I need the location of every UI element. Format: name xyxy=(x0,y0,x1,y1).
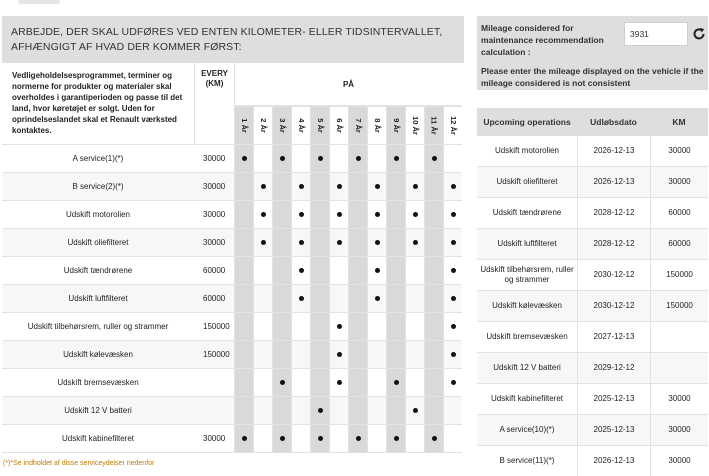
operation-date: 2030-12-12 xyxy=(577,260,650,290)
operations-col-km: KM xyxy=(672,117,686,127)
operation-km: 30000 xyxy=(650,384,708,414)
schedule-grid xyxy=(2,63,464,453)
schedule-cell xyxy=(405,397,424,425)
service-due-dot xyxy=(413,408,418,413)
footnote: (*)*Se indholdet af disse serviceydelser nedenfor xyxy=(3,460,155,467)
service-due-dot xyxy=(337,184,342,189)
operation-row xyxy=(477,167,708,198)
service-due-dot xyxy=(242,156,247,161)
operation-row xyxy=(477,260,708,291)
schedule-row-label: Udskift kabinefilteret xyxy=(2,425,194,453)
schedule-row-every: 60000 xyxy=(194,257,234,285)
schedule-cell xyxy=(405,173,424,201)
schedule-cell xyxy=(272,229,291,257)
schedule-cell xyxy=(348,369,367,397)
service-due-dot xyxy=(413,240,418,245)
schedule-cell xyxy=(386,341,405,369)
service-due-dot xyxy=(280,380,285,385)
schedule-cell xyxy=(405,341,424,369)
service-due-dot xyxy=(261,240,266,245)
schedule-cell xyxy=(310,257,329,285)
operation-date: 2029-12-12 xyxy=(577,353,650,383)
schedule-cell xyxy=(310,229,329,257)
operation-row xyxy=(477,291,708,322)
schedule-cell xyxy=(272,313,291,341)
schedule-cell xyxy=(291,285,310,313)
operation-date: 2026-12-13 xyxy=(577,136,650,166)
schedule-cell xyxy=(443,397,462,425)
schedule-cell xyxy=(443,313,462,341)
schedule-cell xyxy=(291,397,310,425)
service-due-dot xyxy=(280,156,285,161)
schedule-cell xyxy=(234,369,253,397)
operation-row xyxy=(477,384,708,415)
operation-km: 60000 xyxy=(650,198,708,228)
service-due-dot xyxy=(451,184,456,189)
year-label: 8 År xyxy=(372,118,382,133)
operation-row xyxy=(477,415,708,446)
schedule-cell xyxy=(329,285,348,313)
service-due-dot xyxy=(413,184,418,189)
service-due-dot xyxy=(318,436,323,441)
year-label: 3 År xyxy=(277,118,287,133)
schedule-cell xyxy=(367,425,386,453)
service-due-dot xyxy=(337,380,342,385)
operation-name: Udskift oliefilteret xyxy=(496,177,558,186)
schedule-cell xyxy=(272,285,291,313)
operation-km: 30000 xyxy=(650,136,708,166)
schedule-row-label: Udskift luftfilteret xyxy=(2,285,194,313)
service-due-dot xyxy=(299,240,304,245)
schedule-row-every: 30000 xyxy=(194,425,234,453)
schedule-cell xyxy=(443,425,462,453)
schedule-cell xyxy=(329,397,348,425)
schedule-cell xyxy=(253,201,272,229)
schedule-cell xyxy=(272,369,291,397)
year-header xyxy=(234,106,253,145)
schedule-cell xyxy=(367,257,386,285)
service-due-dot xyxy=(299,268,304,273)
service-due-dot xyxy=(394,436,399,441)
year-header xyxy=(329,106,348,145)
schedule-cell xyxy=(424,313,443,341)
service-due-dot xyxy=(432,156,437,161)
service-due-dot xyxy=(337,240,342,245)
operation-row xyxy=(477,322,708,353)
schedule-row-every: 30000 xyxy=(194,201,234,229)
year-header xyxy=(253,106,272,145)
schedule-cell xyxy=(310,369,329,397)
schedule-cell xyxy=(291,369,310,397)
operations-col-date: Udløbsdato xyxy=(590,117,637,127)
schedule-row-label: Udskift 12 V batteri xyxy=(2,397,194,425)
year-label: 7 År xyxy=(353,118,363,133)
schedule-cell xyxy=(291,201,310,229)
schedule-cell xyxy=(329,257,348,285)
mileage-warning: Please enter the mileage displayed on the vehicle if the mileage considered is not consistent xyxy=(481,66,704,88)
maintenance-schedule xyxy=(2,16,464,453)
service-due-dot xyxy=(318,156,323,161)
service-due-dot xyxy=(261,212,266,217)
schedule-cell xyxy=(329,425,348,453)
operation-date: 2025-12-13 xyxy=(577,384,650,414)
schedule-cell xyxy=(424,145,443,173)
schedule-cell xyxy=(424,201,443,229)
schedule-cell xyxy=(367,145,386,173)
service-due-dot xyxy=(451,212,456,217)
operation-row xyxy=(477,446,708,476)
schedule-cell xyxy=(386,425,405,453)
every-km-header: EVERY (KM) xyxy=(194,63,234,145)
schedule-cell xyxy=(405,425,424,453)
schedule-description: Vedligeholdelsesprogrammet, terminer og normerne for produkter og materialer skal overholdes i garantiperioden og passe til det land, hvor køretøjet er solgt. Uden for oprindelseslandet skal et Renault værksted kontaktes. xyxy=(2,63,194,145)
schedule-cell xyxy=(272,397,291,425)
schedule-cell xyxy=(443,341,462,369)
schedule-cell xyxy=(348,425,367,453)
mileage-input[interactable] xyxy=(624,22,688,46)
year-label: 12 År xyxy=(448,116,458,135)
schedule-cell xyxy=(329,341,348,369)
schedule-row-label: Udskift tændrørene xyxy=(2,257,194,285)
year-header xyxy=(272,106,291,145)
schedule-cell xyxy=(291,173,310,201)
schedule-cell xyxy=(291,145,310,173)
schedule-cell xyxy=(272,425,291,453)
schedule-cell xyxy=(367,285,386,313)
schedule-cell xyxy=(367,369,386,397)
service-due-dot xyxy=(356,156,361,161)
service-due-dot xyxy=(375,212,380,217)
year-label: 1 År xyxy=(239,118,249,133)
schedule-cell xyxy=(329,369,348,397)
operation-date: 2026-12-13 xyxy=(577,167,650,197)
refresh-icon[interactable] xyxy=(691,26,707,42)
schedule-cell xyxy=(405,145,424,173)
schedule-cell xyxy=(272,257,291,285)
service-due-dot xyxy=(299,212,304,217)
schedule-cell xyxy=(424,341,443,369)
schedule-cell xyxy=(291,313,310,341)
operation-date: 2027-12-13 xyxy=(577,322,650,352)
schedule-cell xyxy=(348,201,367,229)
schedule-cell xyxy=(329,201,348,229)
schedule-cell xyxy=(424,229,443,257)
operation-name: A service(10)(*) xyxy=(499,425,555,434)
operation-km: 150000 xyxy=(650,260,708,290)
operation-date: 2030-12-12 xyxy=(577,291,650,321)
year-label: 10 År xyxy=(410,116,420,135)
schedule-cell xyxy=(272,145,291,173)
service-due-dot xyxy=(375,184,380,189)
schedule-row-label: A service(1)(*) xyxy=(2,145,194,173)
schedule-cell xyxy=(310,397,329,425)
schedule-cell xyxy=(405,229,424,257)
schedule-header: ARBEJDE, DER SKAL UDFØRES VED ENTEN KILOMETER- ELLER TIDSINTERVALLET, AFHÆNGIGT AF HVAD DER KOMMER FØRST: xyxy=(2,16,464,63)
schedule-row-label: Udskift motorolien xyxy=(2,201,194,229)
operation-name: Udskift kølevæsken xyxy=(492,301,562,310)
operation-km xyxy=(650,353,708,383)
operation-name: Udskift 12 V batteri xyxy=(493,363,561,372)
schedule-cell xyxy=(253,257,272,285)
service-due-dot xyxy=(261,184,266,189)
year-label: 11 År xyxy=(429,116,439,135)
schedule-cell xyxy=(253,313,272,341)
operation-name: Udskift tændrørene xyxy=(492,208,562,217)
operation-date: 2028-12-12 xyxy=(577,229,650,259)
schedule-cell xyxy=(443,229,462,257)
service-due-dot xyxy=(242,436,247,441)
schedule-cell xyxy=(424,257,443,285)
schedule-cell xyxy=(424,369,443,397)
schedule-cell xyxy=(386,145,405,173)
schedule-cell xyxy=(443,257,462,285)
operation-row xyxy=(477,136,708,167)
schedule-row-label: Udskift tilbehørsrem, ruller og strammer xyxy=(2,313,194,341)
year-header xyxy=(443,106,462,145)
schedule-cell xyxy=(424,173,443,201)
operation-row xyxy=(477,229,708,260)
schedule-cell xyxy=(310,425,329,453)
schedule-row-every xyxy=(194,369,234,397)
schedule-cell xyxy=(348,285,367,313)
operation-date: 2025-12-13 xyxy=(577,415,650,445)
service-due-dot xyxy=(299,184,304,189)
schedule-row-every: 30000 xyxy=(194,229,234,257)
schedule-cell xyxy=(386,173,405,201)
schedule-cell xyxy=(443,285,462,313)
schedule-cell xyxy=(386,201,405,229)
mileage-panel xyxy=(477,16,708,90)
schedule-cell xyxy=(386,313,405,341)
operation-km: 30000 xyxy=(650,446,708,476)
service-due-dot xyxy=(432,436,437,441)
operation-name: Udskift kabinefilteret xyxy=(490,394,564,403)
service-due-dot xyxy=(280,436,285,441)
schedule-cell xyxy=(234,397,253,425)
year-header xyxy=(310,106,329,145)
operations-body xyxy=(477,136,708,476)
schedule-cell xyxy=(234,341,253,369)
operation-km: 60000 xyxy=(650,229,708,259)
operation-km xyxy=(650,322,708,352)
schedule-cell xyxy=(234,285,253,313)
schedule-cell xyxy=(405,369,424,397)
schedule-cell xyxy=(405,201,424,229)
schedule-cell xyxy=(291,425,310,453)
year-header xyxy=(386,106,405,145)
year-header xyxy=(348,106,367,145)
schedule-cell xyxy=(253,425,272,453)
schedule-row-every: 150000 xyxy=(194,313,234,341)
operation-km: 30000 xyxy=(650,167,708,197)
operation-name: Udskift luftfilteret xyxy=(497,239,557,248)
year-label: 4 År xyxy=(296,118,306,133)
schedule-cell xyxy=(253,145,272,173)
operation-km: 150000 xyxy=(650,291,708,321)
schedule-cell xyxy=(405,257,424,285)
schedule-row-label: Udskift oliefilteret xyxy=(2,229,194,257)
schedule-cell xyxy=(310,341,329,369)
schedule-cell xyxy=(386,285,405,313)
operation-name: B service(11)(*) xyxy=(499,456,555,465)
service-due-dot xyxy=(375,268,380,273)
schedule-cell xyxy=(272,173,291,201)
year-label: 5 År xyxy=(315,118,325,133)
service-due-dot xyxy=(375,296,380,301)
schedule-cell xyxy=(443,369,462,397)
schedule-cell xyxy=(234,173,253,201)
schedule-cell xyxy=(253,229,272,257)
schedule-cell xyxy=(443,201,462,229)
schedule-cell xyxy=(443,145,462,173)
service-due-dot xyxy=(451,324,456,329)
operation-name: Udskift tilbehørsrem, ruller og strammer xyxy=(480,265,574,284)
service-due-dot xyxy=(318,408,323,413)
operation-date: 2026-12-13 xyxy=(577,446,650,476)
service-due-dot xyxy=(337,324,342,329)
mileage-label: Mileage considered for maintenance recommendation calculation : xyxy=(481,23,604,57)
schedule-cell xyxy=(367,397,386,425)
operation-name: Udskift bremsevæsken xyxy=(486,332,568,341)
schedule-cell xyxy=(348,229,367,257)
service-due-dot xyxy=(299,296,304,301)
service-due-dot xyxy=(451,352,456,357)
service-due-dot xyxy=(451,268,456,273)
year-header xyxy=(424,106,443,145)
upcoming-operations xyxy=(477,108,708,476)
schedule-cell xyxy=(310,285,329,313)
schedule-cell xyxy=(348,397,367,425)
operation-name: Udskift motorolien xyxy=(494,146,560,155)
schedule-cell xyxy=(367,201,386,229)
service-due-dot xyxy=(451,380,456,385)
operations-col-name: Upcoming operations xyxy=(483,117,571,127)
schedule-cell xyxy=(329,145,348,173)
service-due-dot xyxy=(451,240,456,245)
schedule-cell xyxy=(329,313,348,341)
operation-row xyxy=(477,353,708,384)
operation-row xyxy=(477,198,708,229)
schedule-cell xyxy=(291,341,310,369)
schedule-cell xyxy=(253,369,272,397)
service-due-dot xyxy=(451,296,456,301)
schedule-cell xyxy=(310,201,329,229)
service-due-dot xyxy=(337,352,342,357)
operation-km: 30000 xyxy=(650,415,708,445)
schedule-cell xyxy=(310,145,329,173)
schedule-cell xyxy=(272,341,291,369)
service-due-dot xyxy=(375,240,380,245)
year-label: 2 År xyxy=(258,118,268,133)
schedule-cell xyxy=(405,313,424,341)
schedule-cell xyxy=(234,145,253,173)
schedule-cell xyxy=(272,201,291,229)
schedule-row-every: 30000 xyxy=(194,173,234,201)
service-due-dot xyxy=(394,156,399,161)
schedule-row-label: Udskift bremsevæsken xyxy=(2,369,194,397)
schedule-cell xyxy=(234,425,253,453)
schedule-cell xyxy=(386,229,405,257)
schedule-cell xyxy=(348,173,367,201)
year-header xyxy=(291,106,310,145)
operation-date: 2028-12-12 xyxy=(577,198,650,228)
schedule-cell xyxy=(386,257,405,285)
schedule-cell xyxy=(310,313,329,341)
schedule-row-every: 60000 xyxy=(194,285,234,313)
schedule-cell xyxy=(253,285,272,313)
schedule-cell xyxy=(424,285,443,313)
service-due-dot xyxy=(337,212,342,217)
schedule-cell xyxy=(348,313,367,341)
schedule-cell xyxy=(424,397,443,425)
schedule-row-every: 30000 xyxy=(194,145,234,173)
schedule-cell xyxy=(424,425,443,453)
schedule-cell xyxy=(234,229,253,257)
top-tab xyxy=(18,0,60,4)
schedule-cell xyxy=(310,173,329,201)
schedule-row-label: Udskift kølevæsken xyxy=(2,341,194,369)
schedule-cell xyxy=(367,341,386,369)
year-header xyxy=(367,106,386,145)
schedule-cell xyxy=(291,229,310,257)
schedule-row-every xyxy=(194,397,234,425)
schedule-cell xyxy=(367,229,386,257)
operations-header xyxy=(477,108,708,136)
schedule-cell xyxy=(234,201,253,229)
year-label: 6 År xyxy=(334,118,344,133)
schedule-cell xyxy=(367,173,386,201)
schedule-cell xyxy=(291,257,310,285)
year-header xyxy=(405,106,424,145)
schedule-cell xyxy=(443,173,462,201)
year-label: 9 År xyxy=(391,118,401,133)
service-due-dot xyxy=(356,436,361,441)
schedule-cell xyxy=(348,341,367,369)
schedule-cell xyxy=(405,285,424,313)
schedule-cell xyxy=(253,341,272,369)
schedule-cell xyxy=(253,173,272,201)
schedule-cell xyxy=(386,397,405,425)
schedule-cell xyxy=(329,229,348,257)
service-due-dot xyxy=(394,380,399,385)
schedule-cell xyxy=(367,313,386,341)
schedule-cell xyxy=(234,257,253,285)
schedule-cell xyxy=(348,145,367,173)
service-due-dot xyxy=(413,212,418,217)
schedule-cell xyxy=(234,313,253,341)
schedule-cell xyxy=(348,257,367,285)
schedule-row-label: B service(2)(*) xyxy=(2,173,194,201)
schedule-cell xyxy=(386,369,405,397)
schedule-cell xyxy=(253,397,272,425)
schedule-row-every: 150000 xyxy=(194,341,234,369)
pa-header: PÅ xyxy=(234,63,462,106)
schedule-cell xyxy=(329,173,348,201)
